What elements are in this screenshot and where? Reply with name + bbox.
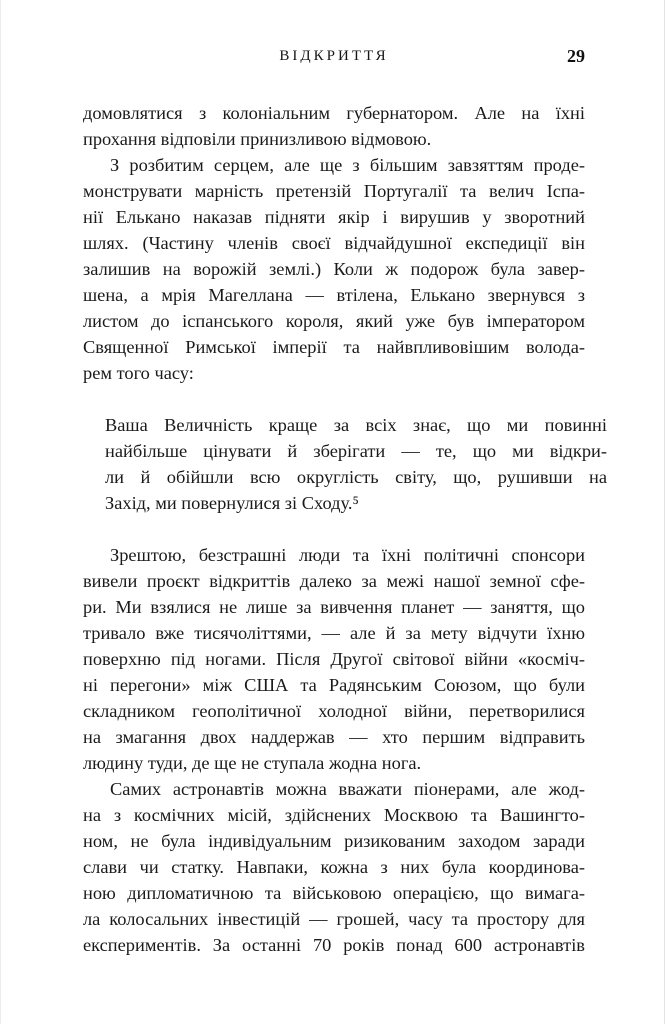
text-line: на з космічних місій, здійснених Москвою та Вашингто- <box>83 805 585 825</box>
text-line: найбільше цінувати й зберігати — те, що ми відкри- <box>105 441 607 461</box>
paragraph <box>83 542 585 776</box>
text-line: ною дипломатичною та військовою операцією, що вимага- <box>83 883 585 903</box>
book-page <box>1 0 664 1024</box>
text-line: рем того часу: <box>83 363 194 383</box>
text-line: ном, не була індивідуальним ризикованим заходом заради <box>83 831 585 851</box>
text-line: шена, а мрія Магеллана — втілена, Елькано звернувся з <box>83 285 585 305</box>
text-line: Захід, ми повернулися зі Сходу.⁵ <box>105 493 359 513</box>
text-line: шлях. (Частину членів своєї відчайдушної експедиції він <box>83 233 585 253</box>
text-line: З розбитим серцем, але ще з більшим завзяттям проде- <box>110 155 585 175</box>
text-line: експериментів. За останні 70 років понад 600 астронавтів <box>83 935 585 955</box>
text-line: на змагання двох наддержав — хто першим відправить <box>83 727 585 747</box>
running-title: ВІДКРИТТЯ <box>279 48 389 64</box>
text-line: прохання відповіли принизливою відмовою. <box>83 129 432 149</box>
text-line: вивели проєкт відкриттів далеко за межі нашої земної сфе- <box>83 571 585 591</box>
text-line: монструвати марність претензій Португалії та велич Іспа- <box>83 181 585 201</box>
blockquote <box>105 412 607 516</box>
text-line: людину туди, де ще не ступала жодна нога. <box>83 753 422 773</box>
text-line: тривало вже тисячоліттями, — але й за мету відчути їхню <box>83 623 585 643</box>
text-line: Священної Римської імперії та найвпливовішим волода- <box>83 337 585 357</box>
text-line: Зрештою, безстрашні люди та їхні політичні спонсори <box>110 545 585 565</box>
paragraph <box>83 776 585 958</box>
paragraph <box>83 100 585 152</box>
text-line: слави чи статку. Навпаки, кожна з них була координова- <box>83 857 585 877</box>
text-line: Самих астронавтів можна вважати піонерами, але жод- <box>110 779 585 799</box>
text-line: ні перегони» між США та Радянським Союзом, що були <box>83 675 585 695</box>
text-line: поверхню під ногами. Після Другої світової війни «косміч- <box>83 649 585 669</box>
text-line: домовлятися з колоніальним губернатором. Але на їхні <box>83 103 585 123</box>
text-line: листом до іспанського короля, який уже був імператором <box>83 311 585 331</box>
page-header <box>83 48 585 68</box>
text-line: ла колосальних інвестицій — грошей, часу та простору для <box>83 909 585 929</box>
text-line: ли й обійшли всю округлість світу, що, рушивши на <box>105 467 607 487</box>
text-line: нії Елькано наказав підняти якір і вирушив у зворотний <box>83 207 585 227</box>
text-line: ри. Ми взялися не лише за вивчення планет — заняття, що <box>83 597 585 617</box>
text-line: складником геополітичної холодної війни, перетворилися <box>83 701 585 721</box>
page-number: 29 <box>567 46 585 66</box>
text-line: залишив на ворожій землі.) Коли ж подорож була завер- <box>83 259 585 279</box>
page-content <box>83 100 607 958</box>
paragraph <box>83 152 585 386</box>
text-line: Ваша Величність краще за всіх знає, що ми повинні <box>105 415 607 435</box>
